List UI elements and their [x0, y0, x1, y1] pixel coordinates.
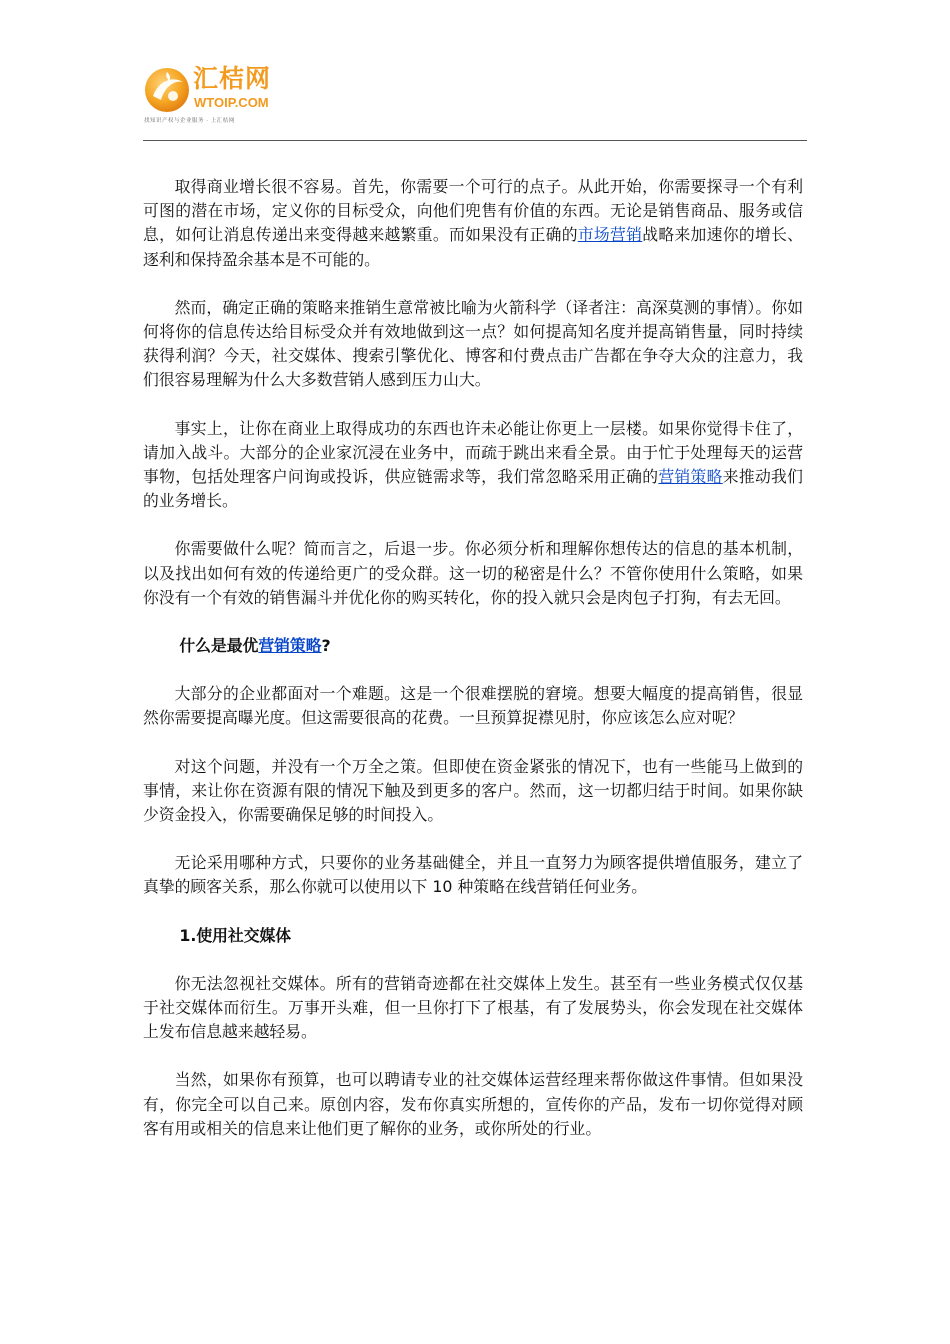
paragraph-6: 对这个问题，并没有一个万全之策。但即使在资金紧张的情况下，也有一些能马上做到的事情，来让你在资源有限的情况下触及到更多的客户。然而，这一切都归结于时间。如果你缺少资金投入，你需要确保足够的时间投入。	[143, 756, 803, 825]
article-body	[143, 175, 803, 1165]
paragraph-3	[143, 417, 803, 514]
market-marketing-link[interactable]: 市场营销	[577, 225, 643, 245]
heading-text-a: 什么是最优	[179, 636, 259, 656]
marketing-strategy-link[interactable]: 营销策略	[658, 467, 723, 487]
header-divider	[143, 140, 807, 141]
paragraph-5: 大部分的企业都面对一个难题。这是一个很难摆脱的窘境。想要大幅度的提高销售，很显然你需要提高曝光度。但这需要很高的花费。一旦预算捉襟见肘，你应该怎么应对呢？	[143, 684, 803, 728]
paragraph-4: 你需要做什么呢？简而言之，后退一步。你必须分析和理解你想传达的信息的基本机制，以及找出如何有效的传递给更广的受众群。这一切的秘密是什么？不管你使用什么策略，如果你没有一个有效的销售漏斗并优化你的购买转化，你的投入就只会是肉包子打狗，有去无回。	[143, 539, 803, 607]
site-logo[interactable]	[143, 64, 403, 126]
paragraph-3-text-a: 事实上，让你在商业上取得成功的东西也许未必能让你更上一层楼。如果你觉得卡住了，请加入战斗。大部分的企业家沉浸在业务中，而疏于跳出来看全景。由于忙于处理每天的运营事物，包括处理客户问询或投诉，供应链需求等，我们常忽略采用正确的	[143, 418, 803, 487]
paragraph-1-text-b: 战略来加速你的增长、逐利和保持盈余基本是不可能的。	[143, 225, 803, 269]
section-heading-social-media: 1.使用社交媒体	[179, 925, 292, 945]
logo-english-name: WTOIP.COM	[194, 95, 269, 110]
paragraph-7: 无论采用哪种方式，只要你的业务基础健全，并且一直努力为顾客提供增值服务，建立了真挚的顾客关系，那么你就可以使用以下 10 种策略在线营销任何业务。	[143, 853, 803, 897]
paragraph-2: 然而，确定正确的策略来推销生意常被比喻为火箭科学（译者注：高深莫测的事情）。你如何将你的信息传达给目标受众并有效地做到这一点？如何提高知名度并提高销售量，同时持续获得利润？今天，社交媒体、搜索引擎优化、博客和付费点击广告都在争夺大众的注意力，我们很容易理解为什么大多数营销人感到压力山大。	[143, 297, 803, 390]
page-header	[143, 60, 807, 142]
section-heading-best-strategy	[143, 634, 803, 658]
paragraph-3-text-b: 来推动我们的业务增长。	[143, 467, 803, 511]
logo-slogan: 找知识产权与企业服务 · 上汇桔网	[144, 118, 235, 124]
heading-marketing-strategy-link[interactable]: 营销策略	[258, 636, 322, 656]
logo-chinese-name: 汇桔网	[193, 64, 272, 93]
paragraph-9: 当然，如果你有预算，也可以聘请专业的社交媒体运营经理来帮你做这件事情。但如果没有，你完全可以自己来。原创内容，发布你真实所想的，宣传你的产品，发布一切你觉得对顾客有用或相关的信息来让他们更了解你的业务，或你所处的行业。	[143, 1070, 803, 1138]
paragraph-1-text-a: 取得商业增长很不容易。首先，你需要一个可行的点子。从此开始，你需要探寻一个有利可图的潜在市场，定义你的目标受众，向他们兜售有价值的东西。无论是销售商品、服务或信息，如何让消息传递出来变得越来越繁重。而如果没有正确的	[143, 177, 803, 245]
orange-logo-icon	[143, 66, 191, 114]
paragraph-8: 你无法忽视社交媒体。所有的营销奇迹都在社交媒体上发生。甚至有一些业务模式仅仅基于社交媒体而衍生。万事开头难，但一旦你打下了根基，有了发展势头，你会发现在社交媒体上发布信息越来越轻易。	[143, 973, 803, 1042]
paragraph-1	[143, 175, 803, 272]
heading-text-b: ?	[321, 636, 331, 656]
